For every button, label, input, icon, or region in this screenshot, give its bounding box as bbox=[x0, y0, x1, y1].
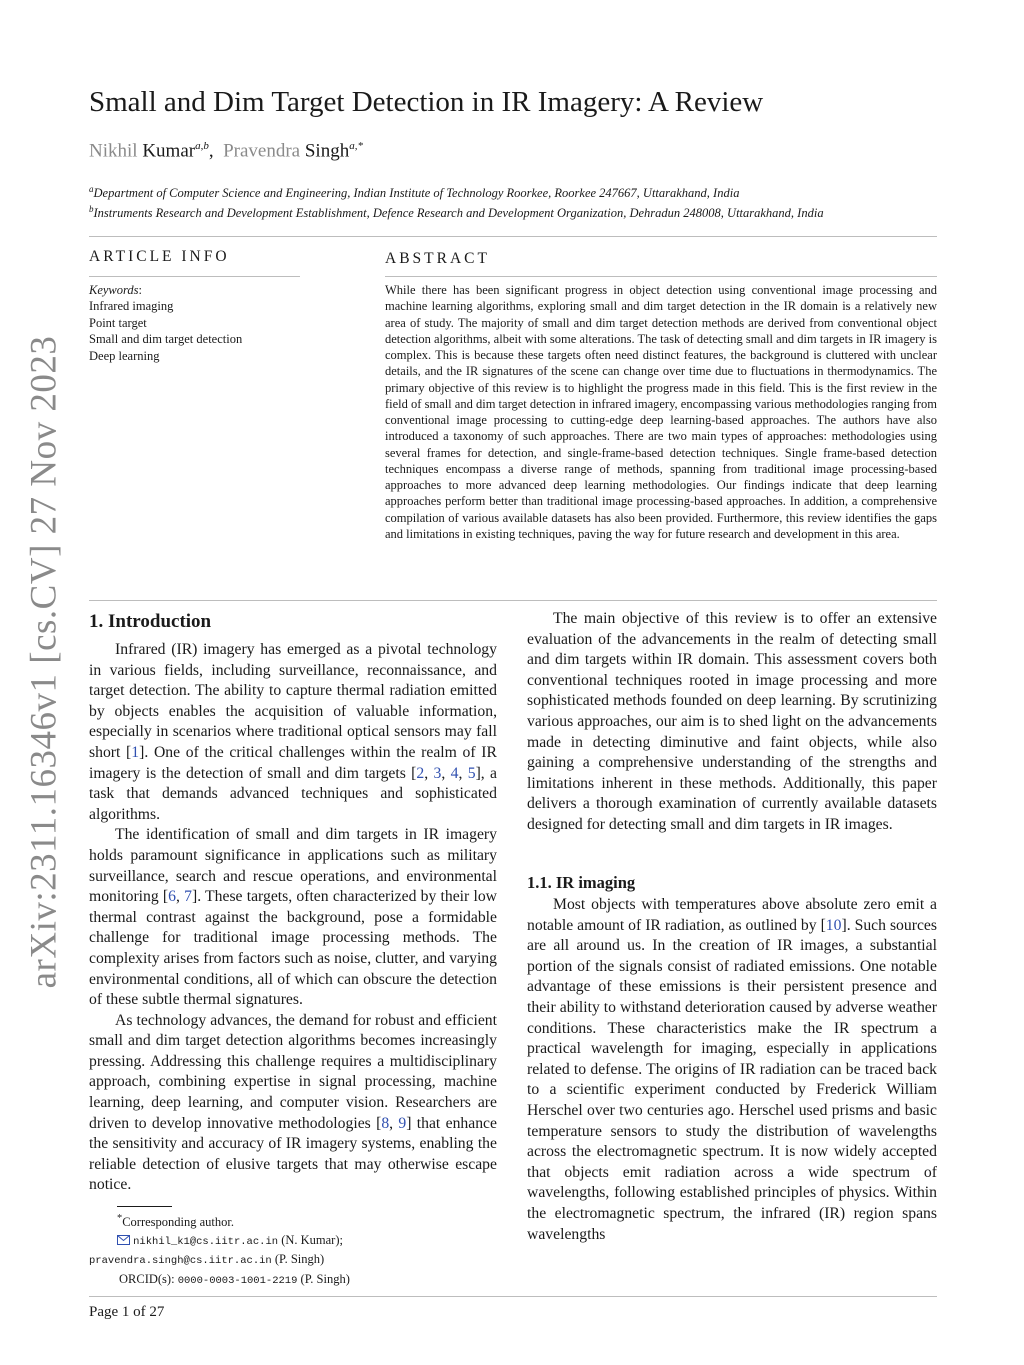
orcid-link[interactable]: 0000-0003-1001-2219 bbox=[177, 1274, 298, 1287]
author-first-name: Pravendra bbox=[223, 140, 301, 162]
paragraph: Infrared (IR) imagery has emerged as a pivotal technology in various fields, including surveillance, reconnaissance, and target detection. The ability to capture thermal radiation emitted by objects enables the acquisition of valuable information, especially in scenarios where traditional optical sensors may fall short [1]. One of the critical challenges within the realm of IR imagery is the detection of small and dim targets [2, 3, 4, 5], a task that demands advanced techniques and sophisticated algorithms. bbox=[89, 641, 498, 823]
left-column bbox=[89, 640, 497, 1196]
paragraph: The main objective of this review is to offer an extensive evaluation of the advancements in the realm of detecting small and dim targets within IR domain. This assessment covers both conventional techniques rooted in image processing and more sophisticated methods founded on deep learning. By scrutinizing various approaches, our aim is to shed light on the advancements made in detecting diminutive and faint objects, while also gaining a comprehensive understanding of the strengths and limitations inherent in these methods. Additionally, this paper delivers a thorough examination of currently available datasets designed for detecting small and dim targets in IR images. bbox=[527, 610, 937, 833]
orcid-owner: (P. Singh) bbox=[300, 1271, 350, 1286]
author-last-name: Singh bbox=[304, 140, 350, 162]
email-owner: (P. Singh) bbox=[274, 1252, 325, 1267]
email-icon bbox=[117, 1235, 130, 1245]
email-owner: (N. Kumar); bbox=[281, 1232, 343, 1247]
citation-link[interactable]: 7 bbox=[184, 888, 192, 906]
citation-link[interactable]: 2 bbox=[416, 764, 425, 782]
arxiv-identifier bbox=[14, 335, 74, 989]
citation-link[interactable]: 3 bbox=[433, 764, 442, 782]
abstract-text: While there has been significant progress in object detection using conventional image processing and machine learning algorithms, exploring small and dim target detection in the IR domain is a relatively new area of study. The majority of small and dim target detection methods are derived from conventional object detection algorithms, albeit with some alterations. The task of detecting small and dim targets in IR imagery is complex. This is because these targets often need distinct features, the background is cluttered with unclear details, and the IR signatures of the scene can change over time due to fluctuations in thermodynamics. The primary objective of this review is to highlight the progress made in this field. This is the first review in the field of small and dim target detection in infrared imagery, encompassing various methodologies ranging from conventional image processing to cutting-edge deep learning-based approaches. The authors have also introduced a taxonomy of such approaches. There are two main types of approaches: methodologies using several frames for detection, and single-frame-based detection techniques. Single frame-based detection techniques encompass a diverse range of methods, spanning from traditional image processing-based approaches to more advanced deep learning methodologies. Our findings indicate that deep learning approaches perform better than traditional image processing-based approaches. In addition, a comprehensive compilation of various available datasets has also been provided. Furthermore, this review identifies the gaps and limitations in existing techniques, paving the way for future research and development in this area. bbox=[385, 283, 937, 541]
abstract-divider bbox=[385, 276, 937, 277]
citation-link[interactable]: 5 bbox=[467, 764, 476, 782]
citation-link[interactable]: 8 bbox=[381, 1114, 390, 1132]
keywords-block: Keywords: Infrared imaging Point target Small and dim target detection Deep learning bbox=[89, 283, 243, 363]
keywords-label: Keywords bbox=[89, 283, 139, 297]
affil-text: Department of Computer Science and Engineering, Indian Institute of Technology Roorkee, Roorkee 247667, Uttarakhand, India bbox=[93, 186, 740, 201]
article-info-heading: ARTICLE INFO bbox=[89, 248, 230, 265]
paragraph: As technology advances, the demand for robust and efficient small and dim target detection algorithms becomes increasingly pressing. Addressing this challenge requires a multidisciplinary approach, combining expertise in signal processing, machine learning, deep learning, and computer vision. Researchers are driven to develop innovative methodologies [8, 9] that enhance the sensitivity and accuracy of IR imagery systems, enabling the reliable detection of elusive targets that may otherwise escape notice. bbox=[89, 1011, 497, 1194]
abstract-heading: ABSTRACT bbox=[385, 250, 490, 267]
footer-divider bbox=[89, 1296, 937, 1297]
email-link[interactable]: nikhil_k1@cs.iitr.ac.in bbox=[133, 1235, 279, 1248]
corresponding-author-note: Corresponding author. bbox=[122, 1215, 234, 1230]
keyword-item: Small and dim target detection bbox=[89, 332, 243, 347]
right-column bbox=[527, 609, 937, 836]
footnote-rule bbox=[117, 1206, 172, 1207]
page-number: Page 1 of 27 bbox=[89, 1304, 165, 1320]
affil-text: Instruments Research and Development Establishment, Defence Research and Development Organization, Dehradun 248008, Uttarakhand, India bbox=[93, 206, 824, 221]
article-info-divider bbox=[89, 276, 300, 277]
abstract-bottom-divider bbox=[89, 600, 937, 601]
affiliation-b bbox=[89, 204, 824, 221]
header-divider bbox=[89, 236, 937, 237]
author-affil-mark: a,* bbox=[349, 140, 363, 152]
citation-link[interactable]: 9 bbox=[398, 1114, 407, 1132]
keyword-item: Deep learning bbox=[89, 348, 160, 363]
citation-link[interactable]: 1 bbox=[131, 743, 140, 761]
affiliation-a bbox=[89, 184, 739, 201]
paragraph: Most objects with temperatures above absolute zero emit a notable amount of IR radiation, as outlined by [10]. Such sources are all around us. In the creation of IR images, a substantial portion of the signals consist of radiated emissions. One notable advantage of these emissions is their persistent presence and their ability to withstand deterioration caused by adverse weather conditions. These characteristics make the IR spectrum a practical wavelength for imaging, especially in applications related to defense. The origins of IR radiation can be traced back to a scientific experiment conducted by Frederick William Herschel over two centuries ago. Herschel used prisms and basic temperature sensors to study the distribution of wavelengths across the electromagnetic spectrum. It is now widely accepted that objects emit radiation across a wide spectrum of wavelengths, following established principles of physics. Within the electromagnetic spectrum, the infrared (IR) region spans wavelengths bbox=[527, 896, 937, 1243]
paragraph: The identification of small and dim targets in IR imagery holds paramount significance in applications such as military surveillance, search and rescue operations, and environmental monitoring [6, 7]. These targets, often characterized by their low thermal contrast against the background, pose a formidable challenge for traditional image processing methods. The complexity arises from factors such as noise, clutter, and varying environmental conditions, all of which can obscure the detection of these subtle thermal signatures. bbox=[89, 826, 497, 1009]
orcid-label: ORCID(s): bbox=[119, 1271, 175, 1286]
paper-title: Small and Dim Target Detection in IR Imagery: A Review bbox=[89, 86, 764, 118]
citation-link[interactable]: 10 bbox=[825, 916, 842, 934]
author-last-name: Kumar bbox=[142, 140, 196, 162]
citation-link[interactable]: 6 bbox=[168, 888, 176, 906]
section-heading-introduction: 1. Introduction bbox=[89, 611, 212, 632]
keyword-item: Infrared imaging bbox=[89, 299, 174, 314]
author-list: Nikhil Kumar$^{a,b}$, Pravendra Singh$^{a,*}$ bbox=[89, 140, 363, 162]
subsection-heading-ir-imaging: 1.1. IR imaging bbox=[527, 873, 636, 892]
keyword-item: Point target bbox=[89, 315, 147, 330]
author-affil-mark: a,b bbox=[195, 140, 209, 152]
affil-mark: a bbox=[89, 184, 94, 194]
arxiv-id-text: arXiv:2311.16346v1 [cs.CV] 27 Nov 2023 bbox=[23, 335, 65, 989]
footnote: *Corresponding author. nikhil_k1@cs.iitr.ac.in (N. Kumar); pravendra.singh@cs.iitr.ac.in (P. Singh) ORCID(s): 0000-0003-1001-2219 (P. Singh) bbox=[89, 1213, 350, 1287]
author-first-name: Nikhil bbox=[89, 140, 138, 162]
affil-mark: b bbox=[89, 204, 94, 214]
citation-link[interactable]: 4 bbox=[450, 764, 459, 782]
right-column-continued bbox=[527, 895, 937, 1245]
email-link[interactable]: pravendra.singh@cs.iitr.ac.in bbox=[89, 1255, 272, 1268]
